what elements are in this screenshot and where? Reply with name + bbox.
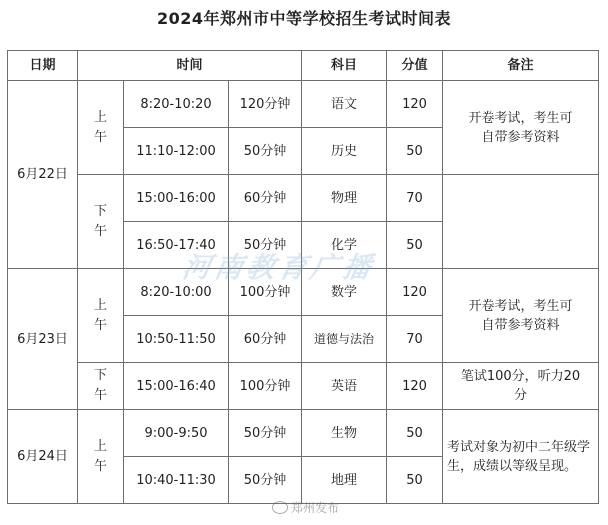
table-row (8, 81, 599, 128)
table-row (8, 363, 599, 410)
subject-cell: 地理 (302, 457, 387, 504)
note-text: 开卷考试，考生可自带参考资料 (468, 298, 573, 333)
time-cell: 10:50-11:50 (124, 316, 229, 363)
duration-cell: 120分钟 (229, 81, 302, 128)
time-cell: 16:50-17:40 (124, 222, 229, 269)
exam-schedule-table (7, 50, 599, 504)
duration-cell: 60分钟 (229, 175, 302, 222)
session-label: 上午 (93, 438, 107, 474)
duration-cell: 60分钟 (229, 316, 302, 363)
session-afternoon (78, 175, 124, 269)
score-cell: 70 (387, 175, 443, 222)
note-cell (443, 363, 599, 410)
subject-cell: 数学 (302, 269, 387, 316)
score-cell: 50 (387, 128, 443, 175)
subject-cell: 化学 (302, 222, 387, 269)
score-cell: 120 (387, 363, 443, 410)
page-title: 2024年郑州市中等学校招生考试时间表 (156, 9, 452, 28)
subject-cell: 历史 (302, 128, 387, 175)
session-label: 上午 (93, 297, 107, 333)
duration-cell: 50分钟 (229, 222, 302, 269)
date-cell: 6月24日 (8, 410, 78, 504)
subject-cell: 语文 (302, 81, 387, 128)
header-subject: 科目 (302, 51, 387, 81)
subject-cell: 道德与法治 (302, 316, 387, 363)
table-row (8, 410, 599, 457)
time-cell: 15:00-16:00 (124, 175, 229, 222)
note-cell (443, 175, 599, 269)
weibo-credit (272, 499, 339, 516)
note-cell (443, 81, 599, 175)
date-cell: 6月23日 (8, 269, 78, 410)
header-note: 备注 (443, 51, 599, 81)
watermark-text: 河南教育广播 (179, 251, 378, 284)
note-cell (443, 269, 599, 363)
time-cell: 8:20-10:20 (124, 81, 229, 128)
table-row (8, 269, 599, 316)
weibo-credit-label: 郑州发布 (291, 501, 340, 515)
subject-cell: 生物 (302, 410, 387, 457)
duration-cell: 50分钟 (229, 128, 302, 175)
table-row (8, 175, 599, 222)
table-header-row (8, 51, 599, 81)
score-cell: 70 (387, 316, 443, 363)
score-cell: 50 (387, 457, 443, 504)
time-cell: 8:20-10:00 (124, 269, 229, 316)
subject-cell: 物理 (302, 175, 387, 222)
weibo-icon (272, 501, 288, 514)
time-cell: 15:00-16:40 (124, 363, 229, 410)
header-score: 分值 (387, 51, 443, 81)
subject-cell: 英语 (302, 363, 387, 410)
session-label: 下午 (93, 368, 107, 403)
note-text: 开卷考试，考生可自带参考资料 (468, 110, 573, 145)
score-cell: 50 (387, 222, 443, 269)
time-cell: 10:40-11:30 (124, 457, 229, 504)
session-morning (78, 269, 124, 363)
duration-cell: 100分钟 (229, 269, 302, 316)
duration-cell: 100分钟 (229, 363, 302, 410)
date-cell: 6月22日 (8, 81, 78, 269)
header-time: 时间 (78, 51, 302, 81)
time-cell: 9:00-9:50 (124, 410, 229, 457)
duration-cell: 50分钟 (229, 410, 302, 457)
duration-cell: 50分钟 (229, 457, 302, 504)
session-morning (78, 81, 124, 175)
session-label: 上午 (93, 109, 107, 145)
time-cell: 11:10-12:00 (124, 128, 229, 175)
score-cell: 50 (387, 410, 443, 457)
header-date: 日期 (8, 51, 78, 81)
note-text: 笔试100分，听力20分 (460, 369, 581, 403)
session-morning (78, 410, 124, 504)
session-label: 下午 (93, 203, 107, 239)
note-text: 考试对象为初中二年级学生，成绩以等级呈现。 (447, 439, 591, 474)
score-cell: 120 (387, 81, 443, 128)
session-afternoon (78, 363, 124, 410)
score-cell: 120 (387, 269, 443, 316)
note-cell (443, 410, 599, 504)
